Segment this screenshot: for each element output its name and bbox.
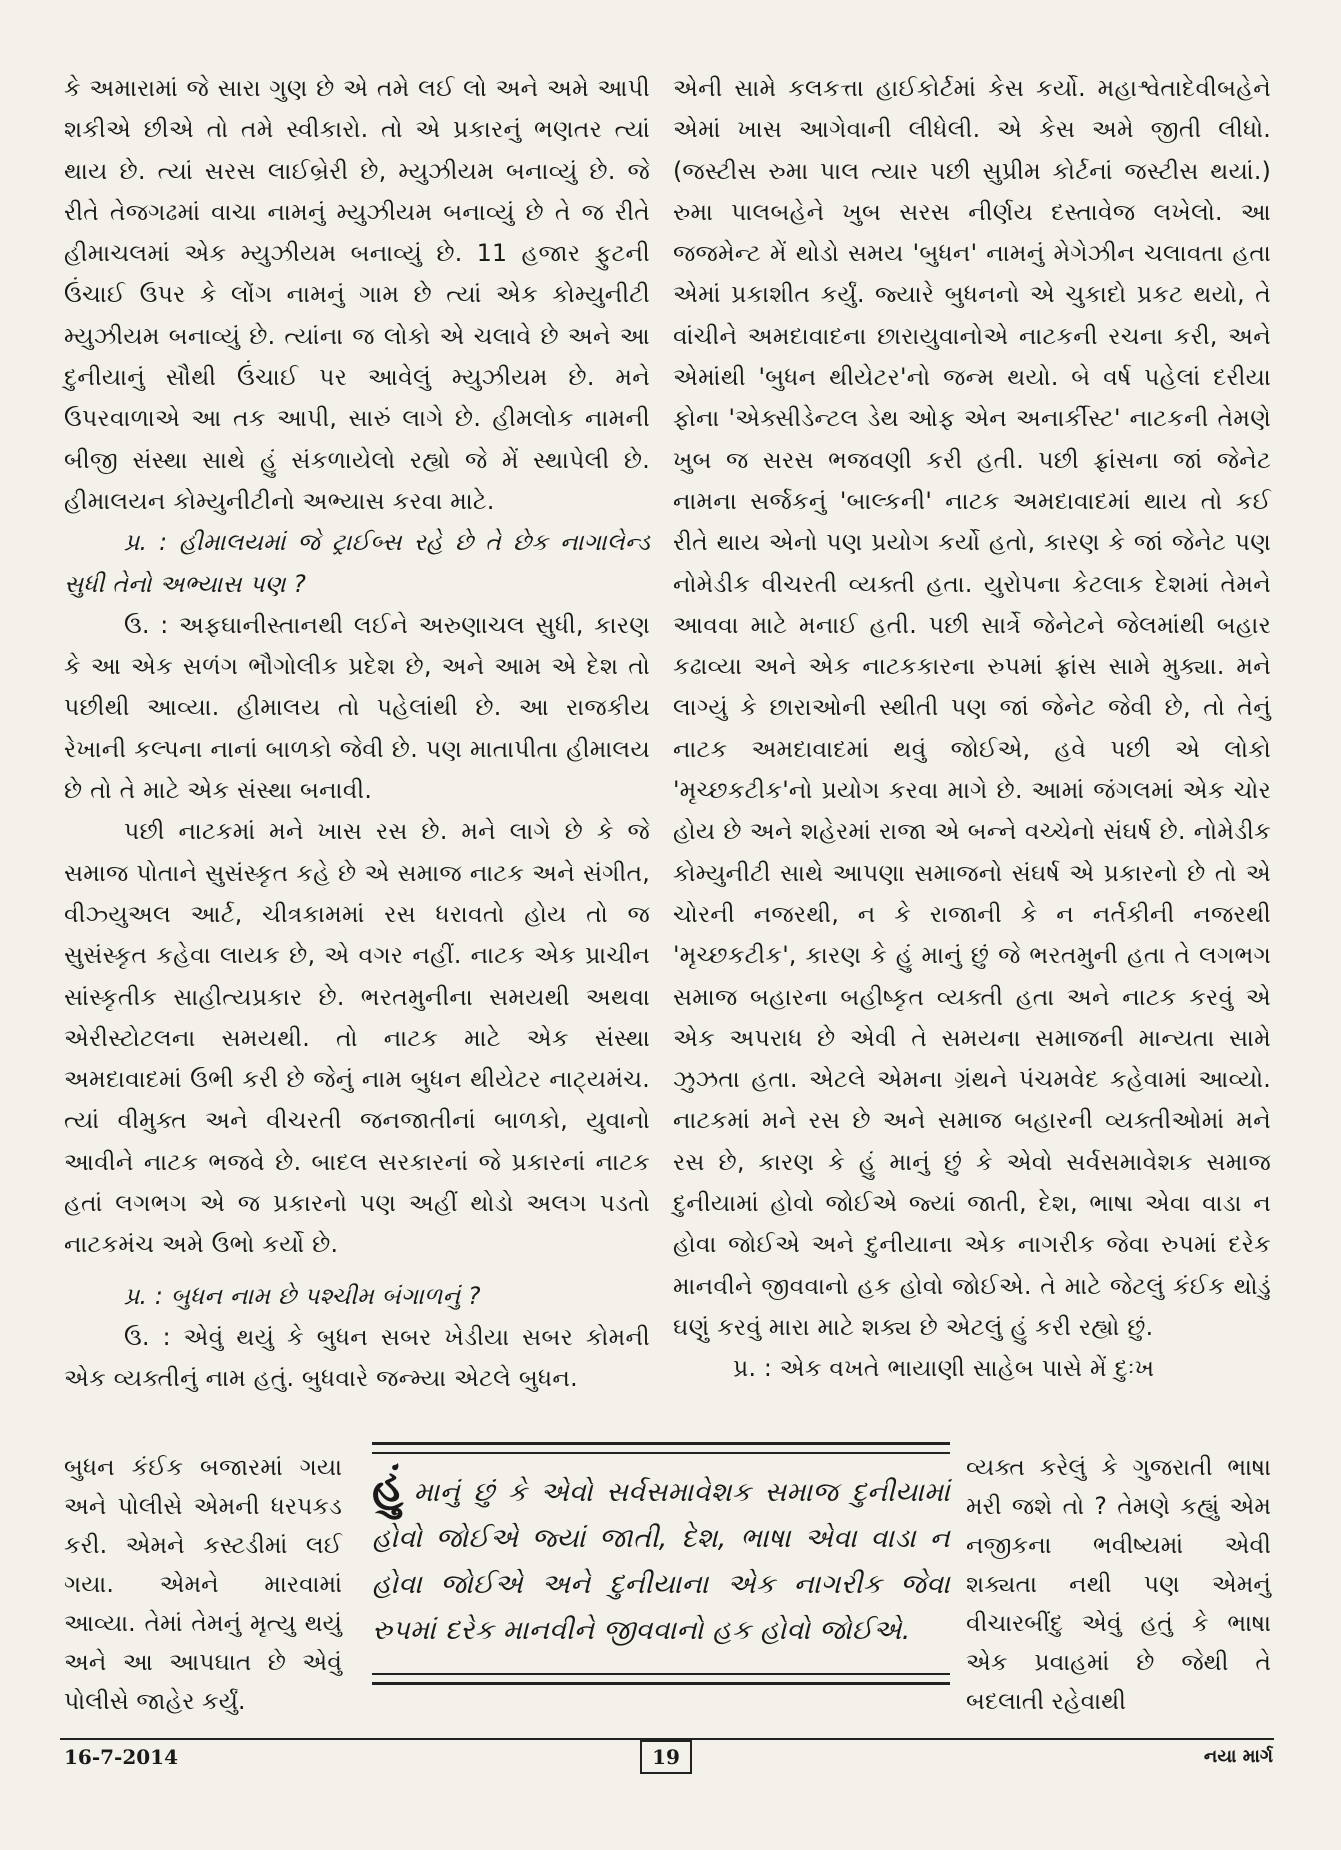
right-narrow-text: વ્યક્ત કરેલું કે ગુજરાતી ભાષા મરી જશે તો ? તેમણે કહ્યું એમ નજીકના ભવીષ્યમાં એવી શક્યતા નથી પણ એમનું વીચારબીંદુ એવું હતું કે ભાષા એક પ્રવાહમાં છે જેથી તે બદલાતી રહેવાથી: [966, 1453, 1271, 1715]
pull-quote-text-block: [372, 1461, 950, 1654]
pull-quote-text: માનું છું કે એવો સર્વસમાવેશક સમાજ દુનીયામાં હોવો જોઈએ જ્યાં જાતી, દેશ, ભાષા એવા વાડા ન હોવા જોઈએ અને દુનીયાના એક નાગરીક જેવા રુપમાં દરેક માનવીને જીવવાનો હક હોવો જોઈએ.: [372, 1477, 950, 1646]
pull-quote-top-rule: [372, 1442, 950, 1454]
right-narrow-column: [966, 1448, 1271, 1721]
left-column: [64, 68, 650, 1400]
question-3: પ્ર. : એક વખતે ભાયાણી સાહેબ પાસે મેં દુઃખ: [733, 1354, 1155, 1383]
question-1: પ્ર. : હીમાલયમાં જે ટ્રાઈબ્સ રહે છે તે છેક નાગાલેન્ડ સુધી તેનો અભ્યાસ પણ ?: [64, 528, 650, 598]
left-paragraph-2: પછી નાટકમાં મને ખાસ રસ છે. મને લાગે છે કે જે સમાજ પોતાને સુસંસ્કૃત કહે છે એ સમાજ નાટક અને સંગીત, વીઝ્યુઅલ આર્ટ, ચીત્રકામમાં રસ ધરાવતો હોય તો જ સુસંસ્કૃત કહેવા લાયક છે, એ વગર નહીં. નાટક એક પ્રાચીન સાંસ્કૃતીક સાહીત્યપ્રકાર છે. ભરતમુનીના સમયથી અથવા એરીસ્ટોટલના સમયથી. તો નાટક માટે એક સંસ્થા અમદાવાદમાં ઉભી કરી છે જેનું નામ બુધન થીયેટર નાટ્યમંચ. ત્યાં વીમુક્ત અને વીચરતી જનજાતીનાં બાળકો, યુવાનો આવીને નાટક ભજવે છે. બાદલ સરકારનાં જે પ્રકારનાં નાટક હતાં લગભગ એ જ પ્રકારનો પણ અહીં થોડો અલગ પડતો નાટકમંચ અમે ઉભો કર્યો છે.: [64, 817, 650, 1259]
left-narrow-text: બુધન કંઈક બજારમાં ગયા અને પોલીસે એમની ધરપકડ કરી. એમને કસ્ટડીમાં લઈ ગયા. એમને મારવામાં આવ્યા. તેમાં તેમનું મૃત્યુ થયું અને આ આપઘાત છે એવું પોલીસે જાહેર કર્યું.: [64, 1453, 342, 1715]
pull-quote-drop-cap: હું: [372, 1461, 404, 1512]
left-narrow-column: [64, 1448, 342, 1721]
answer-2: ઉ. : એવું થયું કે બુધન સબર ખેડીયા સબર કોમની એક વ્યક્તીનું નામ હતું. બુધવારે જન્મ્યા એટલે બુધન.: [64, 1322, 650, 1393]
pull-quote: [372, 1442, 950, 1685]
right-paragraph-1: એની સામે કલકત્તા હાઈકોર્ટમાં કેસ કર્યો. મહાશ્વેતાદેવીબહેને એમાં ખાસ આગેવાની લીધેલી. એ કેસ અમે જીતી લીધો. (જસ્ટીસ રુમા પાલ ત્યાર પછી સુપ્રીમ કોર્ટનાં જસ્ટીસ થયાં.) રુમા પાલબહેને ખુબ સરસ નીર્ણય દસ્તાવેજ લખેલો. આ જજમેન્ટ મેં થોડો સમય 'બુધન' નામનું મેગેઝીન ચલાવતા હતા એમાં પ્રકાશીત કર્યું. જ્યારે બુધનનો એ ચુકાદો પ્રકટ થયો, તે વાંચીને અમદાવાદના છારાયુવાનોએ નાટકની રચના કરી, અને એમાંથી 'બુધન થીયેટર'નો જન્મ થયો. બે વર્ષ પહેલાં દરીયા ફોના 'એક્સીડેન્ટલ ડેથ ઓફ એન અનાર્કીસ્ટ' નાટકની તેમણે ખુબ જ સરસ ભજવણી કરી હતી. પછી ફ્રાંસના જાં જેનેટ નામના સર્જકનું 'બાલ્કની' નાટક અમદાવાદમાં થાય તો કઈ રીતે થાય એનો પણ પ્રયોગ કર્યો હતો, કારણ કે જાં જેનેટ પણ નોમેડીક વીચરતી વ્યક્તી હતા. યુરોપના કેટલાક દેશમાં તેમને આવવા માટે મનાઈ હતી. પછી સાર્ત્રે જેનેટને જેલમાંથી બહાર કઢાવ્યા અને એક નાટકકારના રુપમાં ફ્રાંસ સામે મુક્યા. મને લાગ્યું કે છારાઓની સ્થીતી પણ જાં જેનેટ જેવી છે, તો તેનું નાટક અમદાવાદમાં થવું જોઈએ, હવે પછી એ લોકો 'મૃચ્છકટીક'નો પ્રયોગ કરવા માગે છે. આમાં જંગલમાં એક ચોર હોય છે અને શહેરમાં રાજા એ બન્ને વચ્ચેનો સંઘર્ષ છે. નોમેડીક કોમ્યુનીટી સાથે આપણા સમાજનો સંઘર્ષ એ પ્રકારનો છે તો એ ચોરની નજરથી, ન કે રાજાની કે ન નર્તકીની નજરથી 'મૃચ્છકટીક', કારણ કે હું માનું છું જે ભરતમુની હતા તે લગભગ સમાજ બહારના બહીષ્કૃત વ્યક્તી હતા અને નાટક કરવું એ એક અપરાધ છે એવી તે સમયના સમાજની માન્યતા સામે ઝુઝતા હતા. એટલે એમના ગ્રંથને પંચમવેદ કહેવામાં આવ્યો. નાટકમાં મને રસ છે અને સમાજ બહારની વ્યક્તીઓમાં મને રસ છે, કારણ કે હું માનું છું કે એવો સર્વસમાવેશક સમાજ દુનીયામાં હોવો જોઈએ જ્યાં જાતી, દેશ, ભાષા એવા વાડા ન હોવા જોઈએ અને દુનીયાના એક નાગરીક જેવા રુપમાં દરેક માનવીને જીવવાનો હક હોવો જોઈએ. તે માટે જેટલું કંઈક થોડું ઘણું કરવું મારા માટે શક્ય છે એટલું હું કરી રહ્યો છું.: [673, 74, 1271, 1341]
question-2: પ્ર. : બુધન નામ છે પશ્ચીમ બંગાળનું ?: [124, 1281, 481, 1310]
footer-date: 16-7-2014: [64, 1745, 179, 1769]
answer-1: ઉ. : અફઘાનીસ્તાનથી લઈને અરુણાચલ સુધી, કારણ કે આ એક સળંગ ભૌગોલીક પ્રદેશ છે, અને આમ એ દેશ તો પછીથી આવ્યા. હીમાલય તો પહેલાંથી છે. આ રાજકીય રેખાની કલ્પના નાનાં બાળકો જેવી છે. પણ માતાપીતા હીમાલય છે તો તે માટે એક સંસ્થા બનાવી.: [64, 610, 650, 805]
left-paragraph-1: કે અમારામાં જે સારા ગુણ છે એ તમે લઈ લો અને અમે આપી શકીએ છીએ તો તમે સ્વીકારો. તો એ પ્રકારનું ભણતર ત્યાં થાય છે. ત્યાં સરસ લાઈબ્રેરી છે, મ્યુઝીયમ બનાવ્યું છે. જે રીતે તેજગઢમાં વાચા નામનું મ્યુઝીયમ બનાવ્યું છે તે જ રીતે હીમાચલમાં એક મ્યુઝીયમ બનાવ્યું છે. 11 હજાર ફુટની ઉંચાઈ ઉપર કે લોંગ નામનું ગામ છે ત્યાં એક કોમ્યુનીટી મ્યુઝીયમ બનાવ્યું છે. ત્યાંના જ લોકો એ ચલાવે છે અને આ દુનીયાનું સૌથી ઉંચાઈ પર આવેલું મ્યુઝીયમ છે. મને ઉપરવાળાએ આ તક આપી, સારું લાગે છે. હીમલોક નામની બીજી સંસ્થા સાથે હું સંકળાયેલો રહ્યો જે મેં સ્થાપેલી છે. હીમાલયન કોમ્યુનીટીનો અભ્યાસ કરવા માટે.: [64, 74, 650, 515]
page-number: 19: [640, 1740, 692, 1774]
right-column: [673, 68, 1271, 1390]
pull-quote-bottom-rule: [372, 1673, 950, 1685]
magazine-name: નયા માર્ગ: [1203, 1746, 1273, 1767]
